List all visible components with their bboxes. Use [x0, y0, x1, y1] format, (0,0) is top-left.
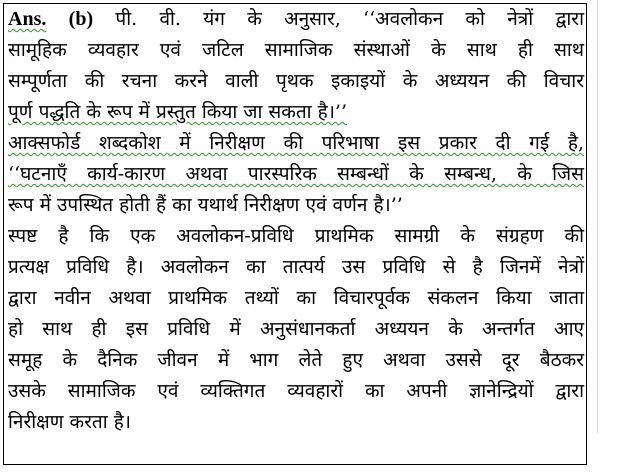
answer-line-text: पूर्ण पद्धति के रूप में प्रस्तुत किया जा सकता है।’’: [8, 101, 348, 123]
answer-line-7: [8, 191, 584, 219]
answer-line-text: सामूहिक व्यवहार एवं जटिल सामाजिक संस्थाओं के साथ ही साथ: [8, 39, 584, 61]
answer-line-9: [8, 253, 584, 281]
answer-line-text: पी. वी. यंग के अनुसार, ‘‘अवलोकन को नेत्रों द्वारा: [115, 8, 585, 30]
answer-line-2: [8, 36, 584, 64]
answer-line-text: आक्सफोर्ड शब्दकोश में निरीक्षण की परिभाषा इस प्रकार दी गई है,: [8, 132, 584, 154]
answer-line-text: स्पष्ट है कि एक अवलोकन-प्रविधि प्राथमिक सामग्री के संग्रहण की: [8, 225, 584, 247]
answer-line-text: ‘‘घटनाएँ कार्य-कारण अथवा पारस्परिक सम्बन्धों के सम्बन्ध, के जिस: [8, 163, 584, 185]
answer-line-10: [8, 284, 584, 312]
answer-line-11: [8, 315, 584, 343]
answer-line-4: [8, 98, 584, 126]
answer-label: Ans.: [8, 8, 47, 30]
answer-line-6: [8, 160, 584, 188]
answer-line-text: समूह के दैनिक जीवन में भाग लेते हुए अथवा उससे दूर बैठकर: [8, 349, 584, 371]
answer-line-5: [8, 129, 584, 157]
answer-line-text: उसके सामाजिक एवं व्यक्तिगत व्यवहारों का अपनी ज्ञानेन्द्रियों द्वारा: [8, 380, 584, 402]
answer-line-13: [8, 377, 584, 405]
page-margin-line: [597, 0, 598, 433]
answer-line-text: रूप में उपस्थित होती हैं का यथार्थ निरीक्षण एवं वर्णन है।’’: [8, 194, 403, 216]
answer-line-text: द्वारा नवीन अथवा प्राथमिक तथ्यों का विचारपूर्वक संकलन किया जाता: [8, 287, 584, 309]
answer-option: (b): [68, 8, 94, 30]
answer-line-3: [8, 67, 584, 95]
answer-line-14: [8, 408, 584, 436]
answer-line-text: सम्पूर्णता की रचना करने वाली पृथक इकाइयों के अध्ययन की विचार: [8, 70, 584, 92]
answer-line-8: [8, 222, 584, 250]
answer-line-text: हो साथ ही इस प्रविधि में अनुसंधानकर्ता अध्ययन के अन्तर्गत आए: [8, 318, 584, 340]
answer-line-text: निरीक्षण करता है।: [8, 411, 132, 433]
answer-line-text: प्रत्यक्ष प्रविधि है। अवलोकन का तात्पर्य उस प्रविधि से है जिनमें नेत्रों: [8, 256, 584, 278]
answer-line-12: [8, 346, 584, 374]
answer-line-1: [8, 5, 584, 33]
